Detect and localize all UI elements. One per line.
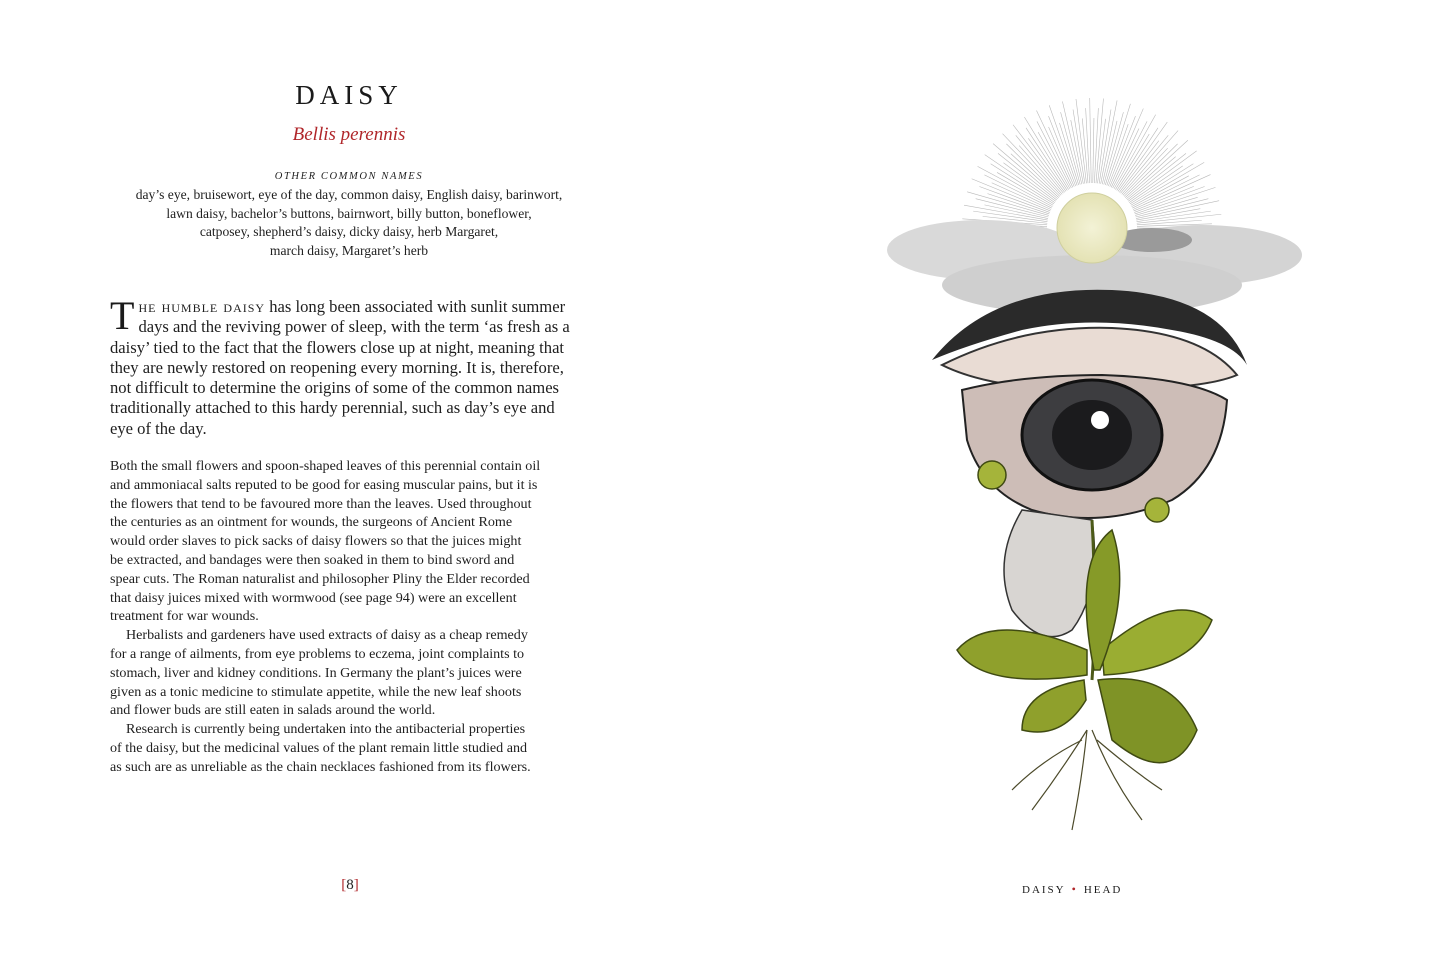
sun-ray: [1110, 109, 1144, 187]
sun-ray: [1003, 163, 1055, 202]
body-line: spear cuts. The Roman naturalist and philosopher Pliny the Elder recorded: [110, 570, 530, 587]
lead-line: not difficult to determine the origins of some of the common names: [110, 378, 560, 398]
latin-name: Bellis perennis: [292, 124, 406, 145]
sun-ray: [1129, 166, 1183, 203]
sun-ray: [1101, 100, 1117, 183]
sun-ray: [984, 175, 1051, 208]
body-line: stomach, liver and kidney conditions. In Germany the plant’s juices were: [110, 664, 522, 681]
lead-line: eye of the day.: [110, 418, 207, 438]
sun-ray: [1026, 128, 1067, 191]
body-line: treatment for war wounds.: [110, 608, 259, 625]
sun-ray: [1090, 98, 1092, 183]
running-head-separator: •: [1071, 882, 1078, 896]
eye: [932, 290, 1247, 518]
body-line: that daisy juices mixed with wormwood (see page 94) were an excellent: [110, 589, 517, 606]
body-line: Herbalists and gardeners have used extracts of daisy as a cheap remedy: [126, 627, 528, 644]
running-head-section: HEAD: [1083, 884, 1123, 896]
sun-ray: [972, 179, 1051, 211]
body-text: [110, 457, 588, 777]
other-names-heading: OTHER COMMON NAMES: [274, 171, 424, 182]
other-names-line: day’s eye, bruisewort, eye of the day, common daisy, English daisy, barinwort,: [135, 187, 563, 202]
lead-line: they are newly restored on reopening every morning. It is, therefore,: [110, 357, 564, 377]
sun-ray: [1132, 175, 1199, 208]
lead-line: daisy’ tied to the fact that the flowers close up at night, meaning that: [110, 337, 565, 357]
sun-ray: [1086, 108, 1090, 183]
sun-ray: [978, 166, 1053, 206]
body-line: the centuries as an ointment for wounds, the surgeons of Ancient Rome: [110, 514, 513, 531]
sun-ray: [1006, 144, 1059, 197]
sun-ray: [1096, 99, 1103, 184]
body-line: given as a tonic medicine to stimulate appetite, while the new leaf shoots: [110, 683, 522, 700]
running-head: [1022, 882, 1172, 897]
page-number-value: 8: [346, 877, 354, 893]
other-names-line: catposey, shepherd’s daisy, dicky daisy, herb Margaret,: [199, 224, 499, 240]
sun-ray: [984, 205, 1048, 219]
body-line: for a range of ailments, from eye problems to eczema, joint complaints to: [110, 645, 525, 662]
body-line: Research is currently being undertaken into the antibacterial properties: [126, 721, 526, 738]
other-names-list: [110, 186, 588, 260]
sun: [1057, 193, 1127, 263]
sun-ray: [1013, 125, 1065, 193]
sun-ray: [1114, 115, 1156, 189]
body-line: of the daisy, but the medicinal values of the plant remain little studied and: [110, 739, 528, 756]
sun-ray: [1071, 120, 1084, 184]
sun-ray: [1076, 99, 1086, 183]
bracket-close: ]: [353, 877, 359, 893]
lead-line: has long been associated with sunlit summer: [265, 297, 566, 316]
lead-line: days and the reviving power of sleep, with the term ‘as fresh as a: [138, 317, 570, 337]
lead-smallcaps: he humble daisy: [138, 297, 266, 316]
body-line: would order slaves to pick sacks of daisy flowers so that the juices might: [110, 533, 522, 550]
sun-ray: [1104, 112, 1124, 184]
body-line: Both the small flowers and spoon-shaped leaves of this perennial contain oil: [110, 458, 541, 474]
other-names-line: march daisy, Margaret’s herb: [269, 242, 429, 258]
sun-ray: [1124, 144, 1177, 197]
daisy-eye-illustration: [872, 90, 1322, 850]
body-line: be extracted, and bandages were then soaked in them to bind sword and: [110, 551, 515, 568]
sun-ray: [1061, 112, 1081, 184]
sun-ray: [1117, 128, 1158, 191]
left-page: [0, 0, 722, 963]
page-number: [300, 877, 400, 894]
body-line: the flowers that tend to be favoured more than the leaves. Used throughout: [110, 495, 532, 512]
bracket-open: [: [341, 877, 347, 893]
drapery: [1004, 510, 1095, 637]
entry-title: DAISY: [295, 80, 403, 110]
sun-ray: [964, 205, 1048, 220]
other-names-line: lawn daisy, bachelor’s buttons, bairnwort, billy button, boneflower,: [166, 205, 532, 221]
sun-ray: [1137, 220, 1202, 225]
body-line: and ammoniacal salts reputed to be good for easing muscular pains, but it is: [110, 476, 538, 493]
running-head-entry: DAISY: [1022, 884, 1066, 896]
body-line: as such are as unreliable as the chain necklaces fashioned from its flowers.: [110, 758, 531, 775]
body-line: and flower buds are still eaten in salads around the world.: [110, 702, 436, 719]
sun-ray: [1094, 108, 1098, 183]
lead-line: traditionally attached to this hardy perennial, such as day’s eye and: [110, 398, 555, 418]
sun-ray: [1024, 117, 1068, 190]
sun-ray: [1093, 118, 1094, 183]
lead-paragraph: [110, 293, 588, 439]
drop-cap: T: [110, 293, 135, 338]
right-page: [722, 0, 1445, 963]
